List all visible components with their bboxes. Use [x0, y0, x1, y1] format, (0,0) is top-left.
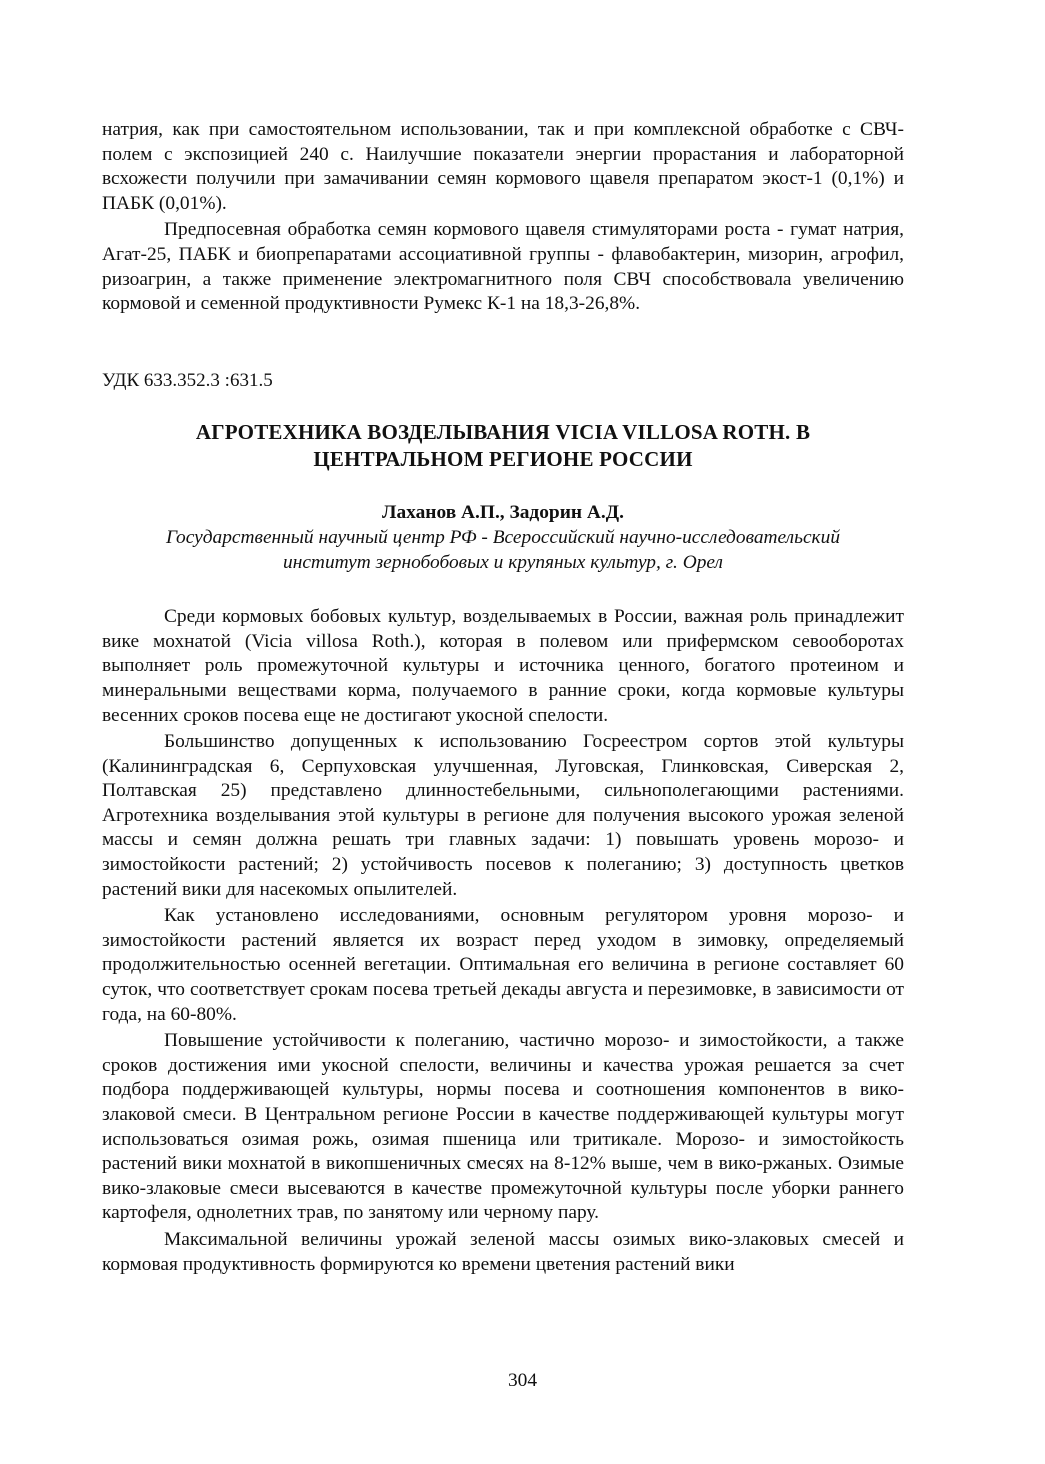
- page-number: 304: [507, 1370, 538, 1391]
- paragraph: Среди кормовых бобовых культур, возделываемых в России, важная роль принадлежит вике мохнатой (Vicia villosa Roth.), которая в полевом или прифермском севооборотах выполняет роль промежуточной культуры и источника ценного, богатого протеином и минеральными веществами корма, получаемого в ранние сроки, когда кормовые культуры весенних сроков посева еще не достигают укосной спелости.: [102, 606, 904, 726]
- paragraph: натрия, как при самостоятельном использовании, так и при комплексной обработке с СВЧ-полем с экспозицией 240 с. Наилучшие показатели энергии прорастания и лабораторной всхожести получили при замачивании семян кормового щавеля препаратом экост-1 (0,1%) и ПАБК (0,01%).: [102, 119, 904, 214]
- affiliation: [102, 526, 904, 575]
- affiliation-line: институт зернобобовых и крупяных культур, г. Орел: [283, 551, 723, 573]
- article-title: [102, 419, 904, 473]
- paragraph: Повышение устойчивости к полеганию, частично морозо- и зимостойкости, а также сроков достижения ими укосной спелости, величины и качества урожая решается за счет подбора поддерживающей культуры, нормы посева и соотношения компонентов в вико-злаковой смеси. В Центральном регионе России в качестве поддерживающей культуры могут использоваться озимая рожь, озимая пшеница или тритикале. Морозо- и зимостойкость растений вики мохнатой в викопшеничных смесях на 8-12% выше, чем в вико-ржаных. Озимые вико-злаковые смеси высеваются в качестве промежуточной культуры после уборки раннего картофеля, однолетних трав, по занятому или черному пару.: [102, 1030, 904, 1224]
- page-content: [102, 118, 904, 1277]
- paragraph: Большинство допущенных к использованию Госреестром сортов этой культуры (Калининградская 6, Серпуховская улучшенная, Луговская, Глинковская, Сиверская 2, Полтавская 25) представлено длинностебельными, сильнополегающими растениями. Агротехника возделывания этой культуры в регионе для получения высокого урожая зеленой массы и семян должна решать три главных задачи: 1) повышать уровень морозо- и зимостойкости растений; 2) устойчивость посевов к полеганию; 3) доступность цветков растений вики для насекомых опылителей.: [102, 731, 904, 900]
- udc-code: УДК 633.352.3 :631.5: [102, 369, 273, 391]
- title-line: АГРОТЕХНИКА ВОЗДЕЛЫВАНИЯ VICIA VILLOSA ROTH. В: [195, 420, 811, 445]
- title-line: ЦЕНТРАЛЬНОМ РЕГИОНЕ РОССИИ: [313, 447, 693, 472]
- article-body: [102, 605, 904, 1277]
- paragraph: Предпосевная обработка семян кормового щавеля стимуляторами роста - гумат натрия, Агат-25, ПАБК и биопрепаратами ассоциативной группы - флавобактерин, мизорин, агрофил, ризоагрин, а также применение электромагнитного поля СВЧ способствовала увеличению кормовой и семенной продуктивности Румекс К-1 на 18,3-26,8%.: [102, 219, 904, 315]
- paragraph: Как установлено исследованиями, основным регулятором уровня морозо- и зимостойкости растений является их возраст перед уходом в зимовку, определяемый продолжительностью осенней вегетации. Оптимальная его величина в регионе составляет 60 суток, что соответствует срокам посева третьей декады августа и перезимовке, в зависимости от года, на 60-80%.: [102, 905, 904, 1025]
- affiliation-line: Государственный научный центр РФ - Всероссийский научно-исследовательский: [165, 526, 841, 548]
- paragraph: Максимальной величины урожай зеленой массы озимых вико-злаковых смесей и кормовая продуктивность формируются ко времени цветения растений вики: [102, 1228, 904, 1275]
- authors: Лаханов А.П., Задорин А.Д.: [382, 502, 624, 524]
